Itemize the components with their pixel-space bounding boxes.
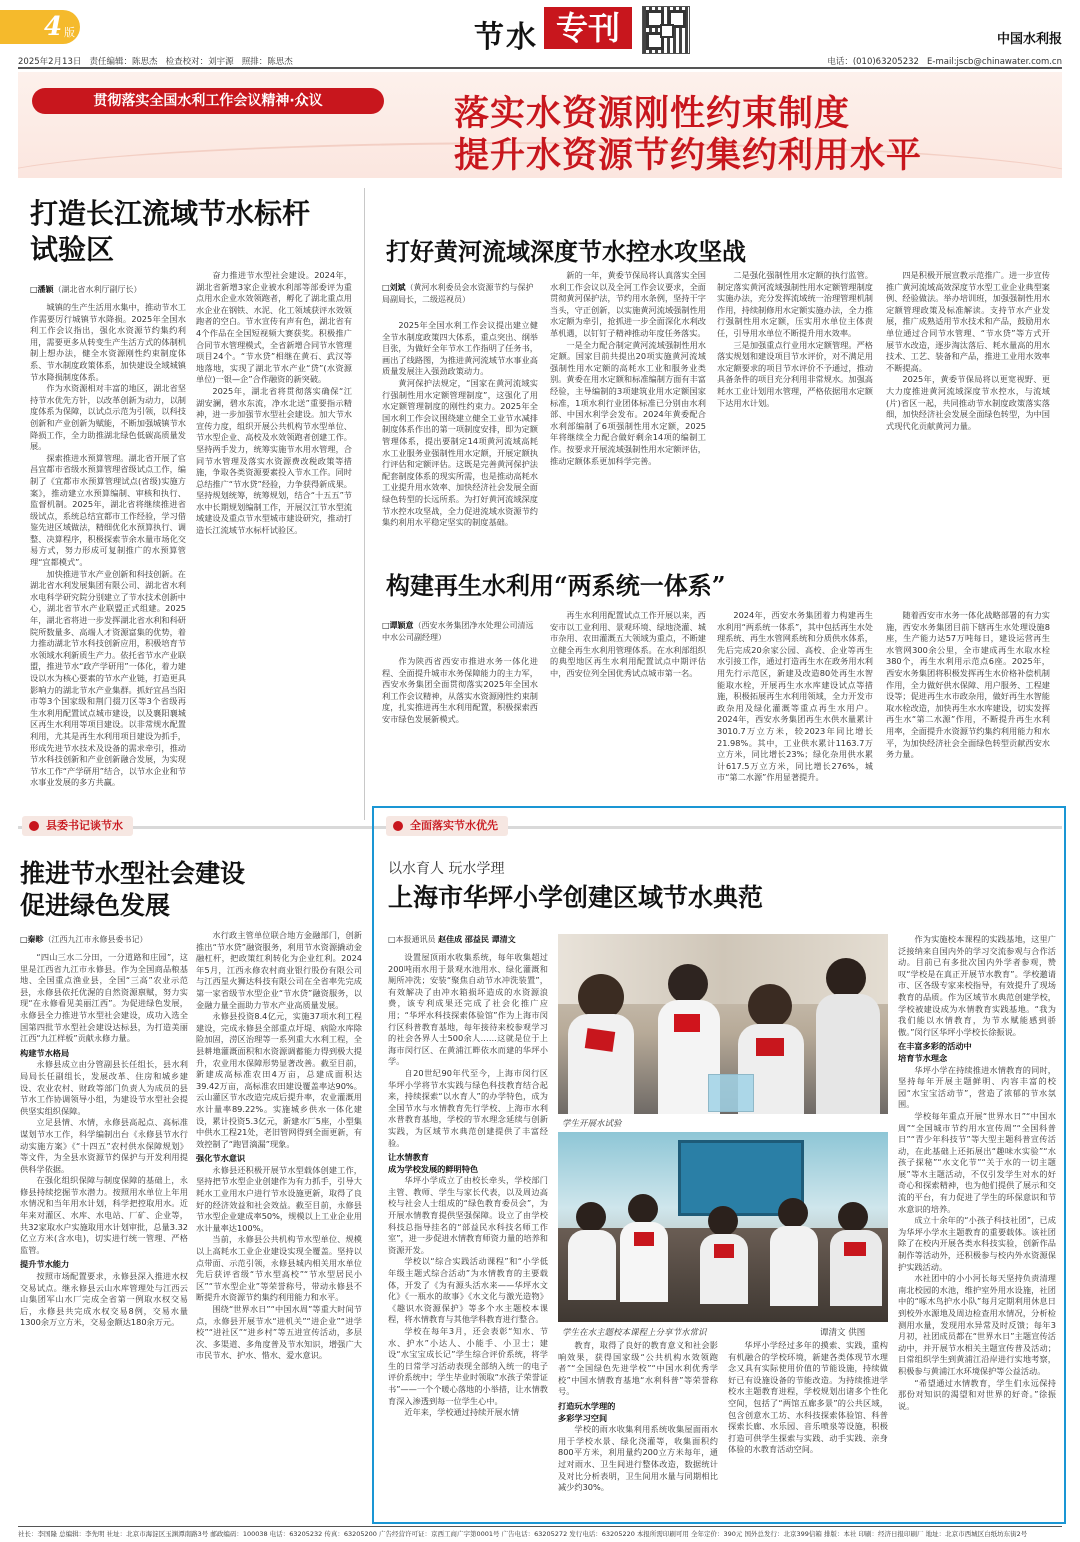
article5-byline: □本报通讯员 赵佳成 邵益民 谭清文 (388, 935, 516, 944)
article2-col3: 二是强化强制性用水定额的执行监管。制定落实黄河流域强制性用水定额管理制度实施办法，充分发挥流域统一治理管理机制作用，持续制修用水定额实施办法，全力推行强制性用水定额，压实用水单位主体责任，引导用水单位不断提升用水效率。 三是加强重点行业用水定额管理。严格落实规划和建设项目节水评价，对不满足用水定额要求的项目节水评价不予通过，推动具备条件的项目充分利用非常规水。加强高耗水工业计划用水管理，严格依据用水定额下达用水计划。 (717, 270, 873, 408)
qr-code-icon (642, 6, 690, 54)
article5-col2b: 华坪小学经过多年的摸索、实践，重构有机融合的学校环境，新建各类体现节水理念又具有实际使用价值的节能设施，持续做好已有设施设备的节能改造。为持续推进学校水主题教育进程，学校规划出诸多个性化空间，包括了“两馆五廊多景”的公共区域，包含创意水工坊、水科技探索体验馆、科普探索长廊、水乐园、音乐喷泉等设施，积极打造可供学生探索与实践、动手实践、亲身体验的水教育活动空间。 (728, 1340, 888, 1455)
section-tag-water-priority: 全面落实节水优先 (386, 816, 508, 836)
article3-col4: 随着西安市水务一体化战略部署的有力实施，西安水务集团目前下辖再生水处理设施8座，生产能力达57万吨每日，建设运营再生水管网300余公里，全市建成再生水取水栓380个，再生水利用示范点6座。2025年，西安水务集团将积极发挥再生水价格补偿机制作用，全力做好供水保障、用户服务、工程建设等；促进再生水市政杂用，做好再生水智能取水栓改造，加快再生水水库建设，切实发挥再生水“第二水源”作用，不断提升再生水利用率，全面提升水资源节约集约利用能力和水平，为加快经济社会全面绿色转型贡献西安水务力量。 (886, 610, 1050, 760)
article4-col1: “四山三水二分田，一分道路和庄园”，这里是江西省九江市永修县。作为全国商品粮基地、全国重点渔业县，全国“三高”农业示范县，永修县依托优渥的自然资源禀赋，努力实现“在永修看见美丽江西”。为促进绿色发展，永修县全力推进节水型社会建设，成功入选全国第四批节水型社会建设达标县，为打造美丽江西“九江样板”贡献永修力量。 构建节水格局 永修县成立由分管副县长任组长，县水利局局长任副组长，发展改革、住房和城乡建设、农业农村、财政等部门负责人为成员的县节水工作协调领导小组，为建设节水型社会提供坚实组织保障。 立足县情、水情，永修县高起点、高标准谋划节水工作，科学编制出台《永修县节水行动实施方案》《“十四五”农村供水保障规划》等文件，为全县水资源节约保护与开发利用提供科学依据。 在强化组织保障与制度保障的基础上，永修县持续挖掘节水潜力。按照用水单位上年用水情况和当年用水计划，科学把控取用水。近年来对灌区、水库、水电站、厂矿、企业等，共32家取水户实施取用水计划审批，总量3.32亿立方米(含水电)，切实进行统一管理、严格监管。 提升节水能力 按照市场配置要求，永修县深入推进水权交易试点。继永修县云山水库管理处与江西云山集团军山水厂完成全省第一例取水权交易后，永修县共完成水权交易8例，交易水量1300余万立方米，交易金额达180余万元。 (20, 952, 188, 1328)
article1-col2: 奋力推进节水型社会建设。2024年，湖北省新增3家企业被水利部等部委评为重点用水企业水效领跑者，孵化了湖北重点用水企业在钢铁、水泥、化工领域获评水效领跑者的空白。节水宣传有声有色，湖北省有4个作品在全国短视频大赛获奖。积极推广合同节水管理模式，全省新增合同节水管理项目24个。“节水贷”相继在黄石、武汉等地落地，实现了湖北节水产业“贷”(水资源单位)一银—企”合作融资的新突破。 2025年，湖北省将贯彻落实确保“江湖安澜，碧水东流，净水北送”重要指示精神，进一步加强节水型社会建设。加大节水宣传力度，组织开展公共机构节水型单位、节水型企业、高校及水效领跑者创建工作。坚持两手发力，统筹实施节水用水管理，合同节水管理及落实水资源费改税政策等措施，争取各类资源要素投入节水工作。同时总结推广“节水贷”经验，力争获得新成果。坚持规划统筹，统筹规划，结合“十五五”节水中长期规划编制工作，开展汉江节水型流域建设及重点节水型城市建设研究，推动打造长江流域节水标杆试验区。 (196, 270, 352, 536)
article5-kicker: 以水育人 玩水学理 (388, 861, 505, 877)
top-banner (18, 72, 1062, 178)
footer-info: 社长：李国隆 总编辑：李先明 社址：北京市海淀区玉渊潭南路3号 邮政编码：100038 电话：63205232 传真：63205200 广告经营许可证：京西工商广字第0001号 广告电话：63205272 发行电话：63205220 本报所需印刷可用 全年定价：390元 国外总发行：北京399信箱 排版：本社 印刷：经济日报印刷厂 地址：北京市西城区白纸坊东街2号 (18, 1530, 1028, 1538)
banner-headline-1: 落实水资源刚性约束制度 (454, 93, 851, 134)
article5-col3: 作为实施校本课程的实践基地，这里广泛接纳来自国内外的学习交流参观与合作活动。目前已有多批次国内外学者参观，赞叹“学校是在真正开展节水教育”。学校邀请市、区各级专家来校指导，有效提升了现场教育的品质。作为区域节水典范创建学校，学校被建设成为水情教育实践基地。“我为我们能以水情教育，为节水赋能感到骄傲。”闵行区华坪小学校长徐振说。 在丰富多彩的活动中 培育节水理念 华坪小学在持续推进水情教育的同时，坚持每年开展主题鲜明、内容丰富的校园“水宝宝活动节”，营造了浓郁的节水氛围。 学校每年重点开展“世界水日”“中国水周”“全国城市节约用水宣传周”“全国科普日”“青少年科技节”等大型主题科普宣传活动，在此基础上还拓展出“趣味水实验”“水孩子探秘”“水文化节”“关于水的一切主题展”等水主题活动，不仅引发学生对水的好奇心和探索精神，也为他们提供了展示和交流的平台，有力促进了学生的环保意识和节水意识的培养。 成立十余年的“小孩子科技社团”，已成为华坪小学水主题教育的重要载体。该社团除了在校内开展各类水科技实验，创新作品制作等活动外，还积极参与校内外水资源保护实践活动。 水社团中的小小河长每天坚持负责清理南北校园的水池，维护室外用水设施，社团中的“啄木鸟护水小队”每月定期利用休息日到校外水源地及周边检查用水情况，分析检测用水量，发现用水异常及时反馈；每年3月初，社团成员都在“世界水日”主题宣传活动中，并开展节水相关主题宣传普及活动；日常组织学生到黄浦江沿岸进行实地考察，积极参与黄浦江水环境保护等公益活动。 “希望通过水情教育，学生们永远保持那份对知识的渴望和对世界的好奇。”徐振说。 (898, 934, 1056, 1411)
article4-col2: 水行政主管单位联合地方金融部门，创新推出“节水贷”融资服务，利用节水资源撬动金融杠杆，把政策红利转化为企业红利。2024年5月，江西永修农村商业银行股份有限公司与江西星火狮达科技有限公司在全省率先完成第一家省级节水型企业“节水贷”融资服务，以金融力量全面助力节水产业高质量发展。 永修县投资8.4亿元，实施37项水利工程建设，完成永修县全部重点圩堤、病险水库除险加固，涝区治理等一系列重大水利工程，全县耕地灌溉面积和水资源调蓄能力得到极大提升，农业用水保障形势显著改善。截至目前，新建成高标准农田4万亩，总建成面积达39.42万亩，高标准农田建设覆盖率达90%。云山灌区节水改造完成后提升率，农业灌溉用水计量率89.22%。实施城乡供水一体化建设，累计投资5.3亿元，新建水厂5座，小型集中供水工程21处，老旧管网得到全面更新，有效控制了“跑冒滴漏”现象。 强化节水意识 永修县还积极开展节水型载体创建工作，坚持把节水型企业创建作为有力抓手，引导大耗水工业用水户进行节水设施更新，取得了良好的经济效益和社会效益。截至目前，永修县节水型企业建成率50%，规模以上工业企业用水计量率达100%。 当前，永修县公共机构节水型单位、规模以上高耗水工业企业建设实现全覆盖。坚持以点带面、示范引领，永修县城内相关用水单位先后获评省级“节水型高校”“节水型居民小区”“节水型企业”等荣誉称号，带动永修县不断提升水资源节约集约利用能力和水平。 围绕“世界水日”“中国水周”等重大时间节点，永修县开展节水“进机关”“进企业”“进学校”“进社区”“进乡村”等五进宣传活动，多层次、多渠道、多角度普及节水知识，增强广大市民节水、护水、惜水、爱水意识。 (196, 930, 362, 1361)
editor: 责任编辑：陈思杰 (89, 57, 158, 67)
section-tag-county: 县委书记谈节水 (22, 816, 133, 836)
article2-col1: 2025年全国水利工作会议提出建立健全节水制度政策四大体系，重点突出、纲举目张，为做好全年节水工作指明了任务书，画出了线路图，为推进黄河流域节水事业高质量发展注入强劲政策动力。 黄河保护法规定，“国家在黄河流域实行强制性用水定额管理制度”，这强化了用水定额管理制度的刚性约束力。2025年全国水利工作会议围绕建立健全工业节水减排制度体系作出的第一项制度安排，即为定额管理体系，提出要制定14项黄河流域高耗水工业服务业强制性用水定额，开展定额执行评估和定额评估。这既是完善黄河保护法配套制度体系的现实所需，也是推动高耗水工业提升用水效率、加快经济社会发展全面绿色转型的长远所系。为打好黄河流域深度节水控水攻坚战，全力促进流域水资源节约集约利用水平稳定坚实的制度基础。 (382, 320, 538, 528)
banner-column-tag: 贯彻落实全国水利工作会议精神·众议 (32, 88, 384, 114)
article3-col2: 再生水利用配置试点工作开展以来，西安市以工业利用、景观环境、绿地浇灌、城市杂用、农田灌溉五大领域为重点，不断建立健全再生水利用管理体系。在水利部组织的典型地区再生水利用配置试点中期评估中，西安位列全国优秀试点城市第一名。 (550, 610, 706, 678)
page-number-badge (0, 10, 80, 44)
proofreader: 检查校对：刘宇源 (165, 57, 234, 67)
photo-credit: 谭清文 供图 (820, 1328, 866, 1338)
article1-byline: □潘颖（湖北省水利厅副厅长） (30, 285, 142, 294)
article5-col1: 设置屋顶雨水收集系统，每年收集超过200吨雨水用于景观水池用水、绿化灌溉和厕所冲洗；安装“聚焦自动节水冲洗装置”，有效解决了由冲水箱损坏造成的水资源浪费，该专利成果还完成了社会化推广应用；“华坪水科技探索体验馆”作为上海市闵行区科普教育基地，每年接待来校参观学习的社会各界人士500余人……这就是位于上海市闵行区、在黄浦江畔依水而建的华坪小学。 自20世纪90年代至今，上海市闵行区华坪小学将节水实践与绿色科技教育结合起来，持续探索“以水育人”的办学特色，成为全国节水与水情教育先行学校、上海市水利水普教育基地，学校的节水理念延续与创新实践，为区域节水典范创建提供了丰富经验。 让水情教育 成为学校发展的鲜明特色 华坪小学成立了由校长牵头，学校部门主管、教师、学生与家长代表，以及周边高校与社会人士组成的“绿色教育委员会”，为开展水情教育提供坚强保障。设立了由学校科技总指导挂名的“部益民水科技名师工作室”，进一步促进水情教育师资力量的培养和资源开发。 学校以“综合实践活动课程”和“小学低年级主题式综合活动”为水情教育的主要载体，开发了《为有源头活水来——华坪水文化》《一瓶水的故事》《水文化与激光造物》《趣识水资源保护》等多个水主题校本课程，将水情教育与其他学科教育进行整合。 学校在每年3月，还会表彰“知水、节水、护水”小达人、小能手、小卫士；建设“水宝宝成长记”学生综合评价系统，将学生的日常学习活动表现全部纳入统一的电子评价系统中；学生毕业时领取“水孩子荣誉证书”——一个个暖心落地的小举措，让水情教育深入渗透到每一位学生心中。 近年来，学校通过持续开展水情 (388, 952, 548, 1418)
article3-title: 构建再生水利用“两系统一体系” (386, 571, 726, 600)
article3-col1: 作为陕西省西安市推进水务一体化进程、全面提升城市水务保障能力的主力军，西安水务集团全面贯彻落实2025年全国水利工作会议精神，从落实水资源刚性约束制度，扎实推进再生水利用配置，积极探索西安市绿色发展新模式。 (382, 656, 538, 724)
article3-byline: □谭颖意（西安水务集团净水处理公司清远中水公司副经理） (382, 621, 534, 642)
article2-col2: 新的一年，黄委节保局将认真落实全国水利工作会议以及全河工作会议要求，全面贯彻黄河保护法，节约用水条例，坚持干字当头，守正创新，以实施黄河流域强制性用水定额为牵引，抢抓进一步全面深化水利改革机遇，以钉钉子精神推动年度任务落实。 一是全力配合制定黄河流域强制性用水定额。国家目前共提出20项实施黄河流域强制性用水定额的高耗水工业和服务业类别。黄委在用水定额和标准编制方面有丰富经验，主导编制的3项建筑业用水定额国家标准，1项水利行业团体标准已分别由水利部、中国水利学会发布。2024年黄委配合水利部编制了6项强制性用水定额，2025年将继续全力配合做好剩余14项的编制工作。按要求开展流域强制性用水定额评估，推动定额体系更加科学完善。 (550, 270, 706, 466)
masthead-info-line (18, 55, 1062, 67)
article2-col4: 四是积极开展宣教示范推广。进一步宣传推广黄河流域高效深度节水型工业企业典型案例、经验做法。举办培训班，加强强制性用水定额管理政策及标准解读。支持节水产业发展，推广成熟适用节水技术和产品，鼓励用水单位通过合同节水管理、“节水贷”等方式开展节水改造，逐步淘汰落后、耗水量高的用水技术、工艺、装备和产品，推进工业用水效率不断提高。 2025年，黄委节保局将以更宽视野、更大力度推进黄河流域深度节水控水，与流域(片)省区一起，共同推动节水制度政策落实落细，加快经济社会发展全面绿色转型，为中国式现代化贡献黄河力量。 (886, 270, 1050, 431)
article1-col1: 城镇的生产生活用水集中，推动节水工作需要厉行城镇节水降损。2025年全国水利工作会议指出，强化水资源节约集约利用，需要更多从转变生产生活方式的体制机制上想办法，健全水资源刚性约束制度体系、节水制度政策体系，加快建设全域城镇节水降损制度体系。 作为水资源相对丰富的地区，湖北省坚持节水优先方针，以改革创新为动力，以制度体系为保障，以试点示范为引领，以科技创新和产业创新为赋能，不断加强城镇节水降损工作，全力助推湖北绿色低碳高质量发展。 探索推进水预算管理。湖北省开展了官昌宜都市省级水预算管理省级试点工作，编制了《宜都市水预算管理试点(省级)实施方案》，推动建立水预算编制、审核和执行、监督机制。2025年，湖北省将继续推进省级试点，系统总结宜都市工作经验，学习借鉴先进区域做法，精细优化水预算执行、调整、决算程序，积极探索节余水量市场化交易方式，努力形成可复制推广的水预算管理“宜都模式”。 加快推进节水产业创新和科技创新。在湖北省水利发展集团有限公司、湖北省水利水电科学研究院分别建立了节水技术创新中心，湖北省节水产业联盟正式组建。2025年，湖北省将进一步发挥湖北省水利和科研院所数量多、高端人才资源富集的优势，着力推动湖北节水科技创新应用，积极培育节水领域水利新质生产力。依托省节水产业联盟，推进节水“政产学研用”一体化，着力建设以水为核心要素的节水产业链，打造更具影响力的湖北节水产业集群。抓好宜昌当阳市等3个国家级和荆门掇刀区等3个省级再生水利用配置试点城市建设，以及襄阳襄城区再生水利用等项目建设。以非常规水配置利用，尤其是再生水利用项目建设为抓手，形成先进节水技术及设备的需求牵引，推动节水科技创新和产业创新融合发展，为实现节水工作“产学研用”结合，以节水企业和节水事业发展的多方共赢。 (30, 302, 186, 788)
contact-email: E-mail:jscb@chinawater.com.cn (927, 57, 1062, 67)
section-title-right: 专刊 (544, 7, 632, 49)
article5-col2: 教育，取得了良好的教育意义和社会影响效果，获得国家级“公共机构水效领跑者”“全国绿色先进学校”“中国水利优秀学校”中国水情教育基地“水利科普”等荣誉称号。 打造玩水学理的 多彩学习空间 学校的雨水收集利用系统收集屋面雨水用于学校水景、绿化浇灌等，收集面积约800平方米，利用量约200立方米每年，通过对雨水、卫生间进行整体改造，数据统计及对比分析表明，卫生间用水量与同期相比减少约30%。 (558, 1340, 718, 1493)
photo1-caption: 学生开展水试验 (562, 1119, 622, 1129)
photo2-caption: 学生在水主题校本课程上分享节水常识 (562, 1328, 707, 1338)
paper-name: 中国水利报 (996, 32, 1062, 47)
photo-students-sharing (558, 1132, 888, 1322)
page-suffix: 版 (64, 26, 75, 39)
photo-editor: 照排：陈思杰 (241, 57, 293, 67)
photo-students-experiment (558, 934, 888, 1114)
bullet-icon (29, 821, 39, 831)
article5-title: 上海市华坪小学创建区域节水典范 (388, 883, 764, 912)
column-divider (364, 188, 365, 820)
footer-rule (18, 1526, 1062, 1527)
issue-date: 2025年2月13日 (18, 57, 82, 67)
article4-title: 推进节水型社会建设 促进绿色发展 (20, 859, 246, 920)
contact-phone: 电话：(010)63205232 (827, 57, 919, 67)
masthead-rule (18, 67, 1062, 69)
article4-byline: □秦畛（江西九江市永修县委书记） (20, 935, 148, 944)
article2-byline: □刘斌（黄河水利委员会水资源节约与保护局副局长，二级巡视员） (382, 283, 534, 304)
article3-col3: 2024年，西安水务集团着力构建再生水利用“两系统一体系”，其中包括再生水处理系统、再生水管网系统和分质供水体系，先后完成20余家公园、高校、企业等再生水引接工作，通过打造再生水在政务用水利用先行示范区，新建及改造80处再生水智能取水栓，开展再生水水库建设试点等措施，积极拓展再生水利用领域，全力开发市政杂用及绿化灌溉等重点再生水用户。2024年，西安水务集团再生水供水量累计3010.7万立方米，较2023年同比增长21.98%。其中，工业供水累计1163.7万立方米，同比增长23%；绿化杂用供水累计617.5万立方米，同比增长276%，城市“第二水源”作用显著提升。 (717, 610, 873, 783)
banner-headline-2: 提升水资源节约集约利用水平 (454, 135, 923, 176)
section-title-left: 节水 (474, 20, 538, 55)
article1-title: 打造长江流域节水标杆 试验区 (30, 197, 311, 266)
page-number: 4 (44, 12, 63, 42)
bullet-icon (393, 821, 403, 831)
article2-title: 打好黄河流域深度节水控水攻坚战 (386, 237, 746, 266)
